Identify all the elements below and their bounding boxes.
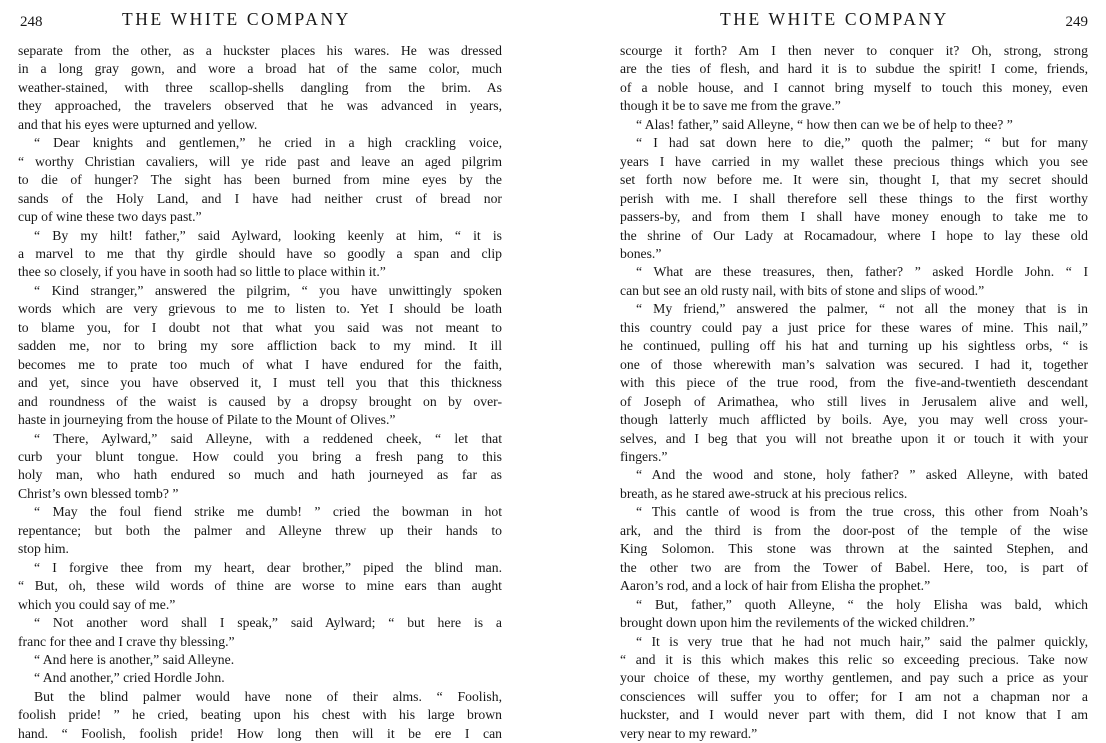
text-line: breath, as he stared awe-struck at his precious relics. [620, 485, 908, 501]
text-line: passers-by, and from them I shall have money enough to take me to [620, 209, 1088, 225]
text-line: stop him. [18, 541, 69, 557]
text-line: “ What are these treasures, then, father? ” asked Hordle John. “ I [636, 264, 1088, 280]
text-line: haste in journeying from the house of Pilate to the Mount of Olives.” [18, 412, 396, 428]
right-running-title: THE WHITE COMPANY [720, 9, 949, 29]
text-line: hand. “ Foolish, foolish pride! How long then will it be ere I can [18, 725, 502, 741]
text-line: they approached, the travelers observed that he was advanced in years, [18, 98, 502, 114]
left-page [18, 8, 502, 743]
text-line: Aaron’s rod, and a lock of hair from Elisha the prophet.” [620, 578, 931, 594]
text-line: “ Dear knights and gentlemen,” he cried in a high crackling voice, [34, 135, 502, 151]
text-line: becomes me to prate too much of what I have endured for the faith, [18, 356, 502, 372]
text-line: “ By my hilt! father,” said Aylward, looking keenly at him, “ it is [34, 227, 502, 243]
text-line: which you could say of me.” [18, 596, 176, 612]
text-line: “ My friend,” answered the palmer, “ not all the money that is in [636, 301, 1088, 317]
text-line: though latterly much afflicted by boils. Aye, you may well cross your- [620, 412, 1088, 428]
text-line: “ It is very true that he had not much hair,” said the palmer quickly, [636, 633, 1088, 649]
text-line: holy man, who hath endured so much and hath journeyed as far as [18, 467, 502, 483]
text-line: are the ties of flesh, and hard it is to subdue the spirit! I come, friends, [620, 61, 1088, 77]
text-line: “ I had sat down here to die,” quoth the palmer; “ but for many [636, 135, 1088, 151]
text-line: sadden me, nor to bring my sore affliction back to my mind. It ill [18, 338, 502, 354]
text-line: sands of the Holy Land, and I have had neither crust of bread nor [18, 190, 502, 206]
text-line: weather-stained, with three scallop-shells dangling from the brim. As [18, 79, 502, 95]
left-running-title: THE WHITE COMPANY [122, 9, 351, 29]
text-line: “ Alas! father,” said Alleyne, “ how then can we be of help to thee? ” [636, 116, 1013, 132]
text-line: “ I forgive thee from my heart, dear brother,” piped the blind man. [34, 559, 502, 575]
text-line: though it be to save me from the grave.” [620, 98, 841, 114]
text-line: repentance; but both the palmer and Alleyne threw up their hands to [18, 522, 502, 538]
text-line: cup of wine these two days past.” [18, 209, 202, 225]
text-line: and that his eyes were upturned and yellow. [18, 116, 258, 132]
text-line: and roundness of the waist is caused by a dropsy brought on by over- [18, 393, 502, 409]
right-page-number: 249 [1065, 14, 1088, 30]
text-line: can but see an old rusty nail, with bits of stone and slips of wood.” [620, 282, 985, 298]
text-line: separate from the other, as a huckster places his wares. He was dressed [18, 43, 502, 58]
text-line: your choice of these, my worthy gentlemen, and pay such a price as your [620, 670, 1088, 686]
text-line: a marvel to me that thy girdle should have so goodly a span and clip [18, 245, 502, 261]
text-line: of a noble house, and I cannot bring myself to touch this money, even [620, 79, 1088, 95]
text-line: in a long gray gown, and wore a broad hat of the same color, much [18, 61, 502, 77]
text-line: thee so closely, if you have in sooth had so little to place within it.” [18, 264, 386, 280]
text-line: one of those wherewith man’s salvation was secured. I had it, together [620, 356, 1088, 372]
text-line: “ Kind stranger,” answered the pilgrim, “ you have unwittingly spoken [34, 282, 502, 298]
text-line: foolish pride! ” he cried, beating upon his chest with his large brown [18, 707, 502, 723]
text-line: consciences will suffer you to offer; for I am not a chapman nor a [620, 688, 1088, 704]
text-line: the other two are from the Tower of Babel. Here, too, is part of [620, 559, 1088, 575]
right-page [620, 8, 1088, 743]
left-page-body [18, 42, 502, 743]
text-line: Christ’s own blessed tomb? ” [18, 485, 179, 501]
text-line: he continued, pulling off his hat and turning up his sightless orbs, “ is [620, 338, 1088, 354]
text-line: “ May the foul fiend strike me dumb! ” cried the bowman in hot [34, 504, 502, 520]
text-line: to blame you, for I doubt not that what you said was not meant to [18, 319, 502, 335]
right-page-body [620, 42, 1088, 743]
text-line: set forth now before me. It were sin, thought I, that my secret should [620, 172, 1088, 188]
text-line: curb your blunt tongue. How could you bring a fresh pang to this [18, 448, 502, 464]
text-line: “ This cantle of wood is from the true cross, this other from Noah’s [636, 504, 1088, 520]
text-line: and yet, since you have observed it, I must tell you that this thickness [18, 375, 502, 391]
text-line: “ But, oh, these wild words of thine are worse to mine ears than aught [18, 578, 502, 594]
text-line: scourge it forth? Am I then never to conquer it? Oh, strong, strong [620, 43, 1088, 58]
text-line: “ worthy Christian cavaliers, will ye ride past and leave an aged pilgrim [18, 153, 502, 169]
text-line: words which are very grievous to me to listen to. Yet I should be loath [18, 301, 502, 317]
text-line: with this piece of the true rood, from the five-and-twentieth descendant [620, 375, 1088, 391]
text-line: fingers.” [620, 448, 668, 464]
text-line: “ And here is another,” said Alleyne. [34, 651, 235, 667]
left-page-header [18, 8, 502, 42]
text-line: huckster, and I would never part with them, did I not know that I am [620, 707, 1088, 723]
right-page-header [620, 8, 1088, 42]
text-line: to die of hunger? The sight has been burned from mine eyes by the [18, 172, 502, 188]
text-line: King Solomon. This stone was thrown at the sainted Stephen, and [620, 541, 1088, 557]
text-line: this country could pay a just price for these wares of mine. This nail,” [620, 319, 1088, 335]
text-line: “ Not another word shall I speak,” said Aylward; “ but here is a [34, 615, 502, 631]
text-line: “ And another,” cried Hordle John. [34, 670, 225, 686]
text-line: But the blind palmer would have none of their alms. “ Foolish, [34, 688, 502, 704]
text-line: “ and it is this which makes this relic so exceeding precious. Take now [620, 651, 1088, 667]
text-line: “ But, father,” quoth Alleyne, “ the holy Elisha was bald, which [636, 596, 1088, 612]
text-line: brought down upon him the revilements of the wicked children.” [620, 615, 976, 631]
text-line: perish with me. I shall therefore sell these things to the first worthy [620, 190, 1088, 206]
text-line: selves, and I beg that you will not breathe upon it or touch it with your [620, 430, 1088, 446]
text-line: years I have carried in my wallet these precious things which you see [620, 153, 1088, 169]
text-line: of Joseph of Arimathea, who still lives in Jerusalem alive and well, [620, 393, 1088, 409]
text-line: franc for thee and I crave thy blessing.” [18, 633, 235, 649]
text-line: ark, and the third is from the door-post of the temple of the wise [620, 522, 1088, 538]
text-line: “ There, Aylward,” said Alleyne, with a reddened cheek, “ let that [34, 430, 502, 446]
text-line: very near to my reward.” [620, 725, 758, 741]
text-line: bones.” [620, 245, 662, 261]
left-page-number: 248 [20, 14, 43, 30]
text-line: “ And the wood and stone, holy father? ” asked Alleyne, with bated [636, 467, 1088, 483]
text-line: the shrine of Our Lady at Rocamadour, where I hope to lay these old [620, 227, 1088, 243]
